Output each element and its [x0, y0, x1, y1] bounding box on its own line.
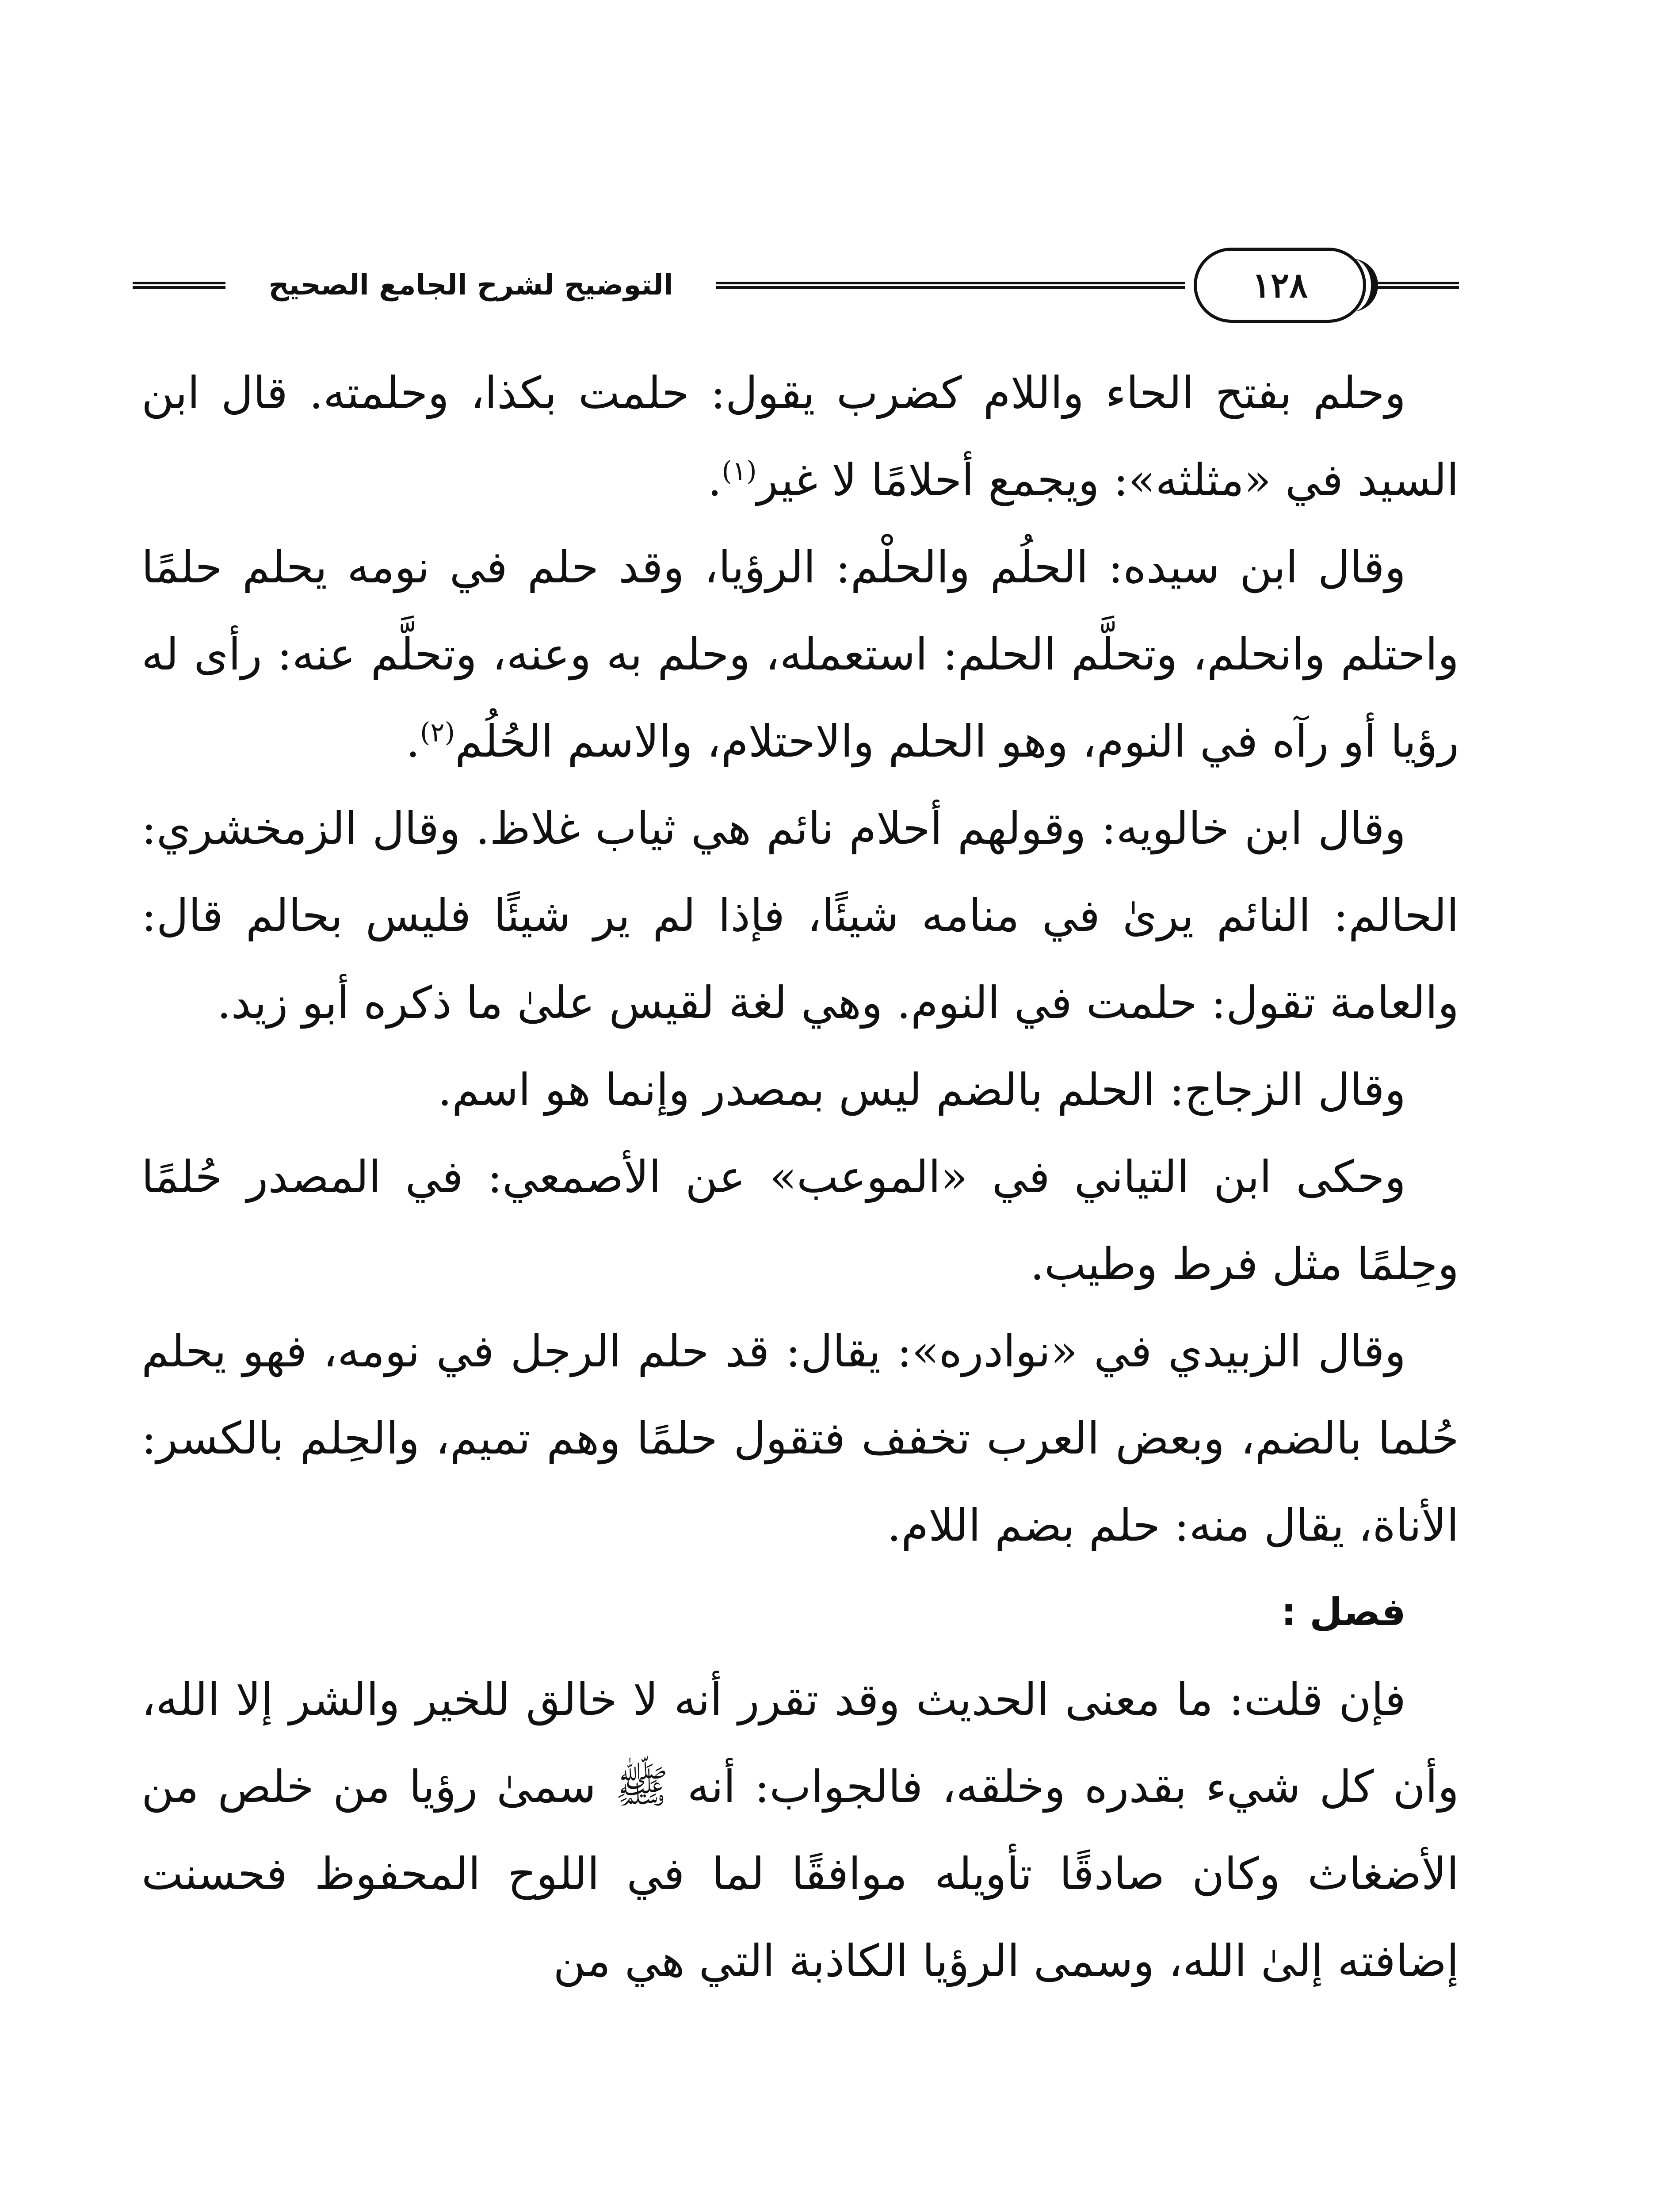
paragraph-text: وقال ابن خالويه: وقولهم أحلام نائم هي ثياب غلاظ. وقال الزمخشري: الحالم: النائم يرىٰ في منامه شيئًا، فإذا لم ير شيئًا فليس بحالم قال: والعامة تقول: حلمت في النوم. وهي لغة لقيس علىٰ ما ذكره أبو زيد. — [141, 803, 1459, 1029]
paragraph — [141, 349, 1459, 524]
paragraph — [141, 524, 1459, 785]
paragraph — [141, 785, 1459, 1046]
paragraph-text: وقال ابن سيده: الحلُم والحلْم: الرؤيا، وقد حلم في نومه يحلم حلمًا واحتلم وانحلم، وتحلَّم الحلم: استعمله، وحلم به وعنه، وتحلَّم عنه: رأى له رؤيا أو رآه في النوم، وهو الحلم والاحتلام، والاسم الحُلُم — [141, 541, 1459, 767]
header-rule-left — [133, 282, 225, 289]
page-header — [133, 248, 1459, 323]
running-title: التوضيح لشرح الجامع الصحيح — [268, 269, 673, 302]
header-rule-right — [1375, 282, 1459, 289]
paragraph-tail: . — [707, 454, 722, 506]
paragraph-text: وقال الزجاج: الحلم بالضم ليس بمصدر وإنما هو اسم. — [438, 1064, 1406, 1116]
paragraph-text: وحلم بفتح الحاء واللام كضرب يقول: حلمت بكذا، وحلمته. قال ابن السيد في «مثلثه»: ويجمع أحلامًا لا غير — [141, 367, 1459, 506]
page-number-badge — [1194, 248, 1366, 323]
header-rule-middle — [716, 282, 1185, 289]
footnote-ref[interactable]: (٢) — [420, 717, 455, 748]
paragraph-text: فإن قلت: ما معنى الحديث وقد تقرر أنه لا خالق للخير والشر إلا الله، وأن كل شيء بقدره وخلقه، فالجواب: أنه ﷺ سمىٰ رؤيا من خلص من الأضغاث وكان صادقًا تأويله موافقًا لما في اللوح المحفوظ فحسنت إضافته إلىٰ الله، وسمى الرؤيا الكاذبة التي هي من — [141, 1674, 1459, 1987]
section-heading: فصل : — [1281, 1590, 1406, 1634]
footnote-ref[interactable]: (١) — [722, 455, 757, 487]
paragraph — [141, 1656, 1459, 2004]
paragraph — [141, 1308, 1459, 1569]
body-text — [141, 349, 1459, 2004]
paragraph-text: وحكى ابن التياني في «الموعب» عن الأصمعي: في المصدر حُلمًا وحِلمًا مثل فرط وطيب. — [141, 1151, 1459, 1290]
paragraph-text: وقال الزبيدي في «نوادره»: يقال: قد حلم الرجل في نومه، فهو يحلم حُلما بالضم، وبعض العرب تخفف فتقول حلمًا وهم تميم، والحِلم بالكسر: الأناة، يقال منه: حلم بضم اللام. — [141, 1325, 1459, 1551]
page-number: ١٢٨ — [1252, 265, 1308, 306]
paragraph — [141, 1133, 1459, 1308]
paragraph — [141, 1046, 1459, 1133]
paragraph-tail: . — [406, 715, 420, 767]
